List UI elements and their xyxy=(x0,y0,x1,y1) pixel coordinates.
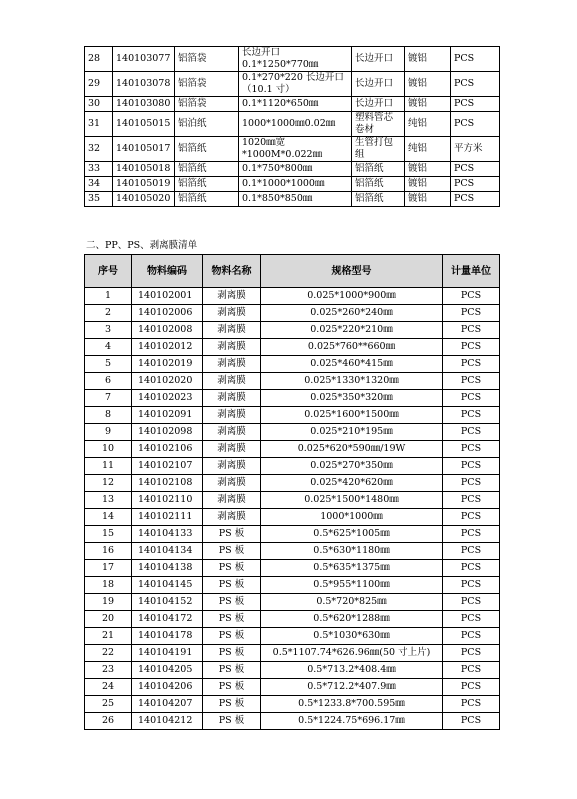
header-unit: 计量单位 xyxy=(443,255,500,288)
film-sheet-table-body xyxy=(85,288,500,730)
cell-name: 铝箔纸 xyxy=(175,162,239,177)
cell-no: 20 xyxy=(85,611,132,628)
table-row xyxy=(85,577,500,594)
table-row xyxy=(85,543,500,560)
cell-name: PS 板 xyxy=(203,628,261,645)
cell-name: 剥离膜 xyxy=(203,288,261,305)
cell-unit: PCS xyxy=(443,305,500,322)
cell-no: 25 xyxy=(85,696,132,713)
cell-no: 1 xyxy=(85,288,132,305)
table-row xyxy=(85,441,500,458)
cell-name: 剥离膜 xyxy=(203,305,261,322)
cell-no: 3 xyxy=(85,322,132,339)
table-row xyxy=(85,679,500,696)
cell-no: 19 xyxy=(85,594,132,611)
cell-no: 12 xyxy=(85,475,132,492)
cell-code: 140102001 xyxy=(132,288,203,305)
cell-spec: 0.5*625*1005㎜ xyxy=(261,526,443,543)
table-row xyxy=(85,339,500,356)
table-row xyxy=(85,137,500,162)
cell-spec: 0.025*760**660㎜ xyxy=(261,339,443,356)
table-row xyxy=(85,713,500,730)
cell-spec: 0.025*210*195㎜ xyxy=(261,424,443,441)
cell-no: 15 xyxy=(85,526,132,543)
table-row xyxy=(85,177,500,192)
table-row xyxy=(85,509,500,526)
cell-no: 35 xyxy=(85,192,113,207)
table-row xyxy=(85,407,500,424)
cell-name: 铝箔纸 xyxy=(175,192,239,207)
cell-name: 剥离膜 xyxy=(203,407,261,424)
cell-code: 140103077 xyxy=(113,47,175,72)
cell-name: 剥离膜 xyxy=(203,373,261,390)
cell-note: 长边开口 xyxy=(352,47,405,72)
cell-spec: 1000*1000㎜ xyxy=(261,509,443,526)
cell-code: 140102012 xyxy=(132,339,203,356)
cell-note: 长边开口 xyxy=(352,97,405,112)
cell-material: 镀铝 xyxy=(405,47,451,72)
cell-spec: 0.5*955*1100㎜ xyxy=(261,577,443,594)
cell-no: 24 xyxy=(85,679,132,696)
cell-material: 纯铝 xyxy=(405,137,451,162)
cell-unit: PCS xyxy=(451,97,500,112)
cell-unit: PCS xyxy=(451,72,500,97)
cell-no: 31 xyxy=(85,112,113,137)
cell-unit: PCS xyxy=(443,594,500,611)
cell-unit: PCS xyxy=(451,47,500,72)
cell-spec: 1000*1000㎜0.02㎜ xyxy=(239,112,352,137)
cell-unit: PCS xyxy=(443,407,500,424)
cell-code: 140102006 xyxy=(132,305,203,322)
table-header-row xyxy=(85,255,500,288)
cell-unit: PCS xyxy=(443,526,500,543)
cell-no: 29 xyxy=(85,72,113,97)
cell-unit: PCS xyxy=(443,560,500,577)
table-row xyxy=(85,526,500,543)
cell-code: 140102020 xyxy=(132,373,203,390)
table-row xyxy=(85,305,500,322)
cell-code: 140104212 xyxy=(132,713,203,730)
cell-unit: PCS xyxy=(443,679,500,696)
cell-no: 22 xyxy=(85,645,132,662)
cell-code: 140104138 xyxy=(132,560,203,577)
table-row xyxy=(85,192,500,207)
cell-unit: PCS xyxy=(443,662,500,679)
cell-code: 140105020 xyxy=(113,192,175,207)
cell-spec: 0.025*220*210㎜ xyxy=(261,322,443,339)
table-row xyxy=(85,356,500,373)
cell-code: 140102106 xyxy=(132,441,203,458)
cell-code: 140102098 xyxy=(132,424,203,441)
cell-name: 剥离膜 xyxy=(203,322,261,339)
cell-code: 140104172 xyxy=(132,611,203,628)
cell-spec: 0.5*1233.8*700.595㎜ xyxy=(261,696,443,713)
cell-name: 铝箔袋 xyxy=(175,72,239,97)
cell-no: 23 xyxy=(85,662,132,679)
cell-spec: 0.5*1030*630㎜ xyxy=(261,628,443,645)
table-row xyxy=(85,475,500,492)
cell-name: PS 板 xyxy=(203,611,261,628)
cell-code: 140104206 xyxy=(132,679,203,696)
cell-spec: 0.025*1000*900㎜ xyxy=(261,288,443,305)
film-sheet-table xyxy=(84,254,500,730)
cell-note: 铝箔纸 xyxy=(352,177,405,192)
cell-name: 剥离膜 xyxy=(203,441,261,458)
cell-unit: PCS xyxy=(443,390,500,407)
cell-code: 140102108 xyxy=(132,475,203,492)
header-no: 序号 xyxy=(85,255,132,288)
table-row xyxy=(85,594,500,611)
cell-no: 4 xyxy=(85,339,132,356)
cell-no: 7 xyxy=(85,390,132,407)
cell-spec: 0.025*350*320㎜ xyxy=(261,390,443,407)
cell-material: 镀铝 xyxy=(405,97,451,112)
cell-name: 剥离膜 xyxy=(203,509,261,526)
cell-code: 140104152 xyxy=(132,594,203,611)
cell-code: 140105018 xyxy=(113,162,175,177)
cell-spec: 0.5*620*1288㎜ xyxy=(261,611,443,628)
cell-code: 140104145 xyxy=(132,577,203,594)
cell-note: 铝箔纸 xyxy=(352,162,405,177)
cell-material: 纯铝 xyxy=(405,112,451,137)
cell-unit: PCS xyxy=(443,356,500,373)
cell-spec: 0.025*460*415㎜ xyxy=(261,356,443,373)
cell-code: 140104207 xyxy=(132,696,203,713)
cell-no: 14 xyxy=(85,509,132,526)
header-spec: 规格型号 xyxy=(261,255,443,288)
section-heading: 二、PP、PS、剥离膜清单 xyxy=(86,240,198,251)
cell-code: 140103080 xyxy=(113,97,175,112)
table-row xyxy=(85,424,500,441)
cell-no: 28 xyxy=(85,47,113,72)
cell-name: 剥离膜 xyxy=(203,458,261,475)
cell-unit: PCS xyxy=(443,492,500,509)
cell-no: 32 xyxy=(85,137,113,162)
aluminum-foil-table xyxy=(84,46,500,207)
cell-code: 140103078 xyxy=(113,72,175,97)
cell-no: 11 xyxy=(85,458,132,475)
cell-unit: PCS xyxy=(443,339,500,356)
cell-spec: 0.1*850*850㎜ xyxy=(239,192,352,207)
table-row xyxy=(85,458,500,475)
cell-no: 26 xyxy=(85,713,132,730)
cell-code: 140102111 xyxy=(132,509,203,526)
cell-code: 140104191 xyxy=(132,645,203,662)
cell-note: 铝箔纸 xyxy=(352,192,405,207)
table-row xyxy=(85,97,500,112)
cell-no: 30 xyxy=(85,97,113,112)
cell-spec: 0.5*720*825㎜ xyxy=(261,594,443,611)
cell-spec: 0.025*420*620㎜ xyxy=(261,475,443,492)
cell-code: 140105019 xyxy=(113,177,175,192)
cell-name: 剥离膜 xyxy=(203,492,261,509)
cell-name: 铝箔袋 xyxy=(175,47,239,72)
cell-name: PS 板 xyxy=(203,713,261,730)
cell-spec: 0.5*635*1375㎜ xyxy=(261,560,443,577)
cell-name: PS 板 xyxy=(203,594,261,611)
cell-spec: 0.5*713.2*408.4㎜ xyxy=(261,662,443,679)
cell-material: 镀铝 xyxy=(405,162,451,177)
cell-unit: PCS xyxy=(443,509,500,526)
cell-unit: PCS xyxy=(443,713,500,730)
cell-material: 镀铝 xyxy=(405,192,451,207)
cell-code: 140102110 xyxy=(132,492,203,509)
cell-no: 10 xyxy=(85,441,132,458)
cell-unit: PCS xyxy=(443,441,500,458)
cell-no: 33 xyxy=(85,162,113,177)
header-code: 物料编码 xyxy=(132,255,203,288)
cell-unit: PCS xyxy=(443,424,500,441)
cell-spec: 0.025*260*240㎜ xyxy=(261,305,443,322)
cell-unit: PCS xyxy=(451,112,500,137)
cell-no: 5 xyxy=(85,356,132,373)
cell-no: 6 xyxy=(85,373,132,390)
cell-spec: 0.025*620*590㎜/19W xyxy=(261,441,443,458)
cell-unit: PCS xyxy=(451,162,500,177)
cell-name: 剥离膜 xyxy=(203,424,261,441)
cell-code: 140104134 xyxy=(132,543,203,560)
cell-spec: 长边开口 0.1*1250*770㎜ xyxy=(239,47,352,72)
cell-unit: PCS xyxy=(443,373,500,390)
cell-spec: 0.5*712.2*407.9㎜ xyxy=(261,679,443,696)
cell-name: PS 板 xyxy=(203,662,261,679)
cell-no: 18 xyxy=(85,577,132,594)
cell-unit: PCS xyxy=(443,577,500,594)
cell-name: 剥离膜 xyxy=(203,390,261,407)
cell-unit: PCS xyxy=(443,611,500,628)
table-row xyxy=(85,322,500,339)
cell-note: 塑料管芯卷材 xyxy=(352,112,405,137)
header-name: 物料名称 xyxy=(203,255,261,288)
cell-name: PS 板 xyxy=(203,696,261,713)
cell-note: 长边开口 xyxy=(352,72,405,97)
cell-spec: 0.1*1000*1000㎜ xyxy=(239,177,352,192)
cell-spec: 0.1*1120*650㎜ xyxy=(239,97,352,112)
cell-spec: 0.5*630*1180㎜ xyxy=(261,543,443,560)
cell-name: 铝箔纸 xyxy=(175,177,239,192)
cell-code: 140102008 xyxy=(132,322,203,339)
cell-no: 13 xyxy=(85,492,132,509)
cell-spec: 1020㎜宽*1000M*0.022㎜ xyxy=(239,137,352,162)
table-row xyxy=(85,288,500,305)
table-row xyxy=(85,560,500,577)
cell-spec: 0.025*1500*1480㎜ xyxy=(261,492,443,509)
cell-material: 镀铝 xyxy=(405,177,451,192)
cell-code: 140102091 xyxy=(132,407,203,424)
cell-note: 生管打包组 xyxy=(352,137,405,162)
cell-unit: PCS xyxy=(443,458,500,475)
table-row xyxy=(85,162,500,177)
aluminum-foil-table-body xyxy=(85,47,500,207)
cell-code: 140104133 xyxy=(132,526,203,543)
cell-unit: PCS xyxy=(443,628,500,645)
cell-spec: 0.1*270*220 长边开口（10.1 寸） xyxy=(239,72,352,97)
cell-unit: PCS xyxy=(443,475,500,492)
cell-spec: 0.025*1600*1500㎜ xyxy=(261,407,443,424)
table-row xyxy=(85,373,500,390)
cell-no: 21 xyxy=(85,628,132,645)
cell-spec: 0.5*1224.75*696.17㎜ xyxy=(261,713,443,730)
cell-code: 140102107 xyxy=(132,458,203,475)
cell-name: PS 板 xyxy=(203,577,261,594)
cell-code: 140105017 xyxy=(113,137,175,162)
cell-unit: PCS xyxy=(451,177,500,192)
table-row xyxy=(85,628,500,645)
cell-unit: PCS xyxy=(443,696,500,713)
cell-name: 剥离膜 xyxy=(203,475,261,492)
cell-code: 140102023 xyxy=(132,390,203,407)
cell-unit: PCS xyxy=(443,288,500,305)
cell-name: PS 板 xyxy=(203,645,261,662)
cell-spec: 0.5*1107.74*626.96㎜(50 寸上片) xyxy=(261,645,443,662)
cell-name: 剥离膜 xyxy=(203,356,261,373)
table-row xyxy=(85,47,500,72)
cell-name: 铝箔袋 xyxy=(175,97,239,112)
table-row xyxy=(85,645,500,662)
cell-code: 140102019 xyxy=(132,356,203,373)
cell-no: 17 xyxy=(85,560,132,577)
table-row xyxy=(85,611,500,628)
cell-name: PS 板 xyxy=(203,526,261,543)
cell-code: 140105015 xyxy=(113,112,175,137)
cell-unit: PCS xyxy=(451,192,500,207)
cell-name: 铝箔纸 xyxy=(175,137,239,162)
table-row xyxy=(85,492,500,509)
cell-unit: 平方米 xyxy=(451,137,500,162)
table-row xyxy=(85,112,500,137)
cell-spec: 0.025*1330*1320㎜ xyxy=(261,373,443,390)
cell-no: 34 xyxy=(85,177,113,192)
cell-unit: PCS xyxy=(443,543,500,560)
cell-no: 8 xyxy=(85,407,132,424)
cell-name: PS 板 xyxy=(203,560,261,577)
cell-spec: 0.025*270*350㎜ xyxy=(261,458,443,475)
table-row xyxy=(85,390,500,407)
cell-material: 镀铝 xyxy=(405,72,451,97)
cell-no: 2 xyxy=(85,305,132,322)
table-row xyxy=(85,72,500,97)
cell-no: 9 xyxy=(85,424,132,441)
cell-spec: 0.1*750*800㎜ xyxy=(239,162,352,177)
cell-name: 剥离膜 xyxy=(203,339,261,356)
table-row xyxy=(85,662,500,679)
cell-name: PS 板 xyxy=(203,679,261,696)
cell-code: 140104205 xyxy=(132,662,203,679)
table-row xyxy=(85,696,500,713)
cell-unit: PCS xyxy=(443,645,500,662)
cell-unit: PCS xyxy=(443,322,500,339)
cell-no: 16 xyxy=(85,543,132,560)
cell-name: 铝泊纸 xyxy=(175,112,239,137)
cell-name: PS 板 xyxy=(203,543,261,560)
cell-code: 140104178 xyxy=(132,628,203,645)
